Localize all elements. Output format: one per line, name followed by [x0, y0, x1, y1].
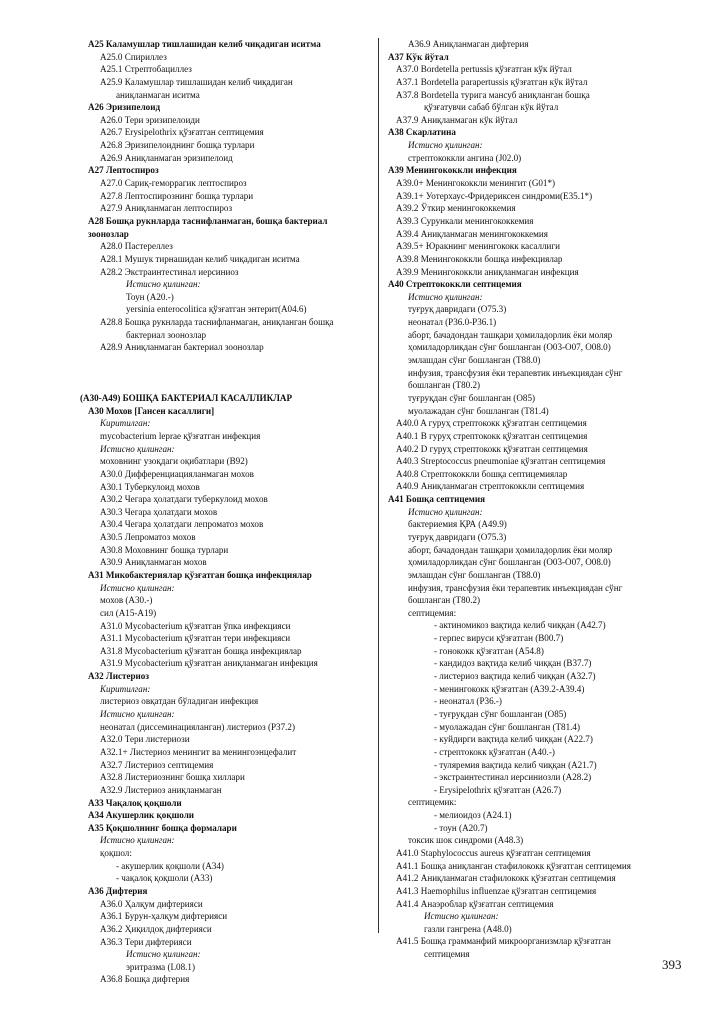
- entry-line: A39.2 Ўткир менингококкемия: [396, 203, 516, 214]
- entry-line: A32.7 Листериоз септицемия: [100, 759, 214, 770]
- entry-line: A30.5 Лепроматоз мохов: [100, 532, 196, 543]
- entry-line: A39.8 Менингококкли бошқа инфекциялар: [396, 253, 563, 264]
- entry-line: Истисно қилинган:: [100, 709, 175, 720]
- entry-line: эритразма (L08.1): [126, 961, 195, 972]
- section-heading: A32 Листериоз: [88, 671, 149, 682]
- entry-line: - гонококк қўзғатган (A54.8): [434, 645, 544, 656]
- entry-line: неонатал (P36.0-P36.1): [408, 317, 497, 328]
- entry-line: ҳомиладорликдан сўнг бошланган (O03-O07, O08.0): [408, 342, 611, 353]
- entry-line: A26.7 Erysipelothrix қўзғатган септицемия: [100, 127, 264, 138]
- entry-line: бактериал зоонозлар: [126, 329, 207, 340]
- entry-line: A27.8 Лептоспирознинг бошқа турлари: [100, 190, 254, 201]
- section-heading: A25 Каламушлар тишлашидан келиб чиқадиган иситма: [88, 39, 321, 49]
- section-heading: (A30-A49) БОШҚА БАКТЕРИАЛ КАСАЛЛИКЛАР: [80, 393, 293, 404]
- entry-line: A41.4 Анаэроблар қўзғатган септицемия: [396, 898, 554, 909]
- entry-line: A28.9 Аниқланмаган бактериал зоонозлар: [100, 342, 264, 353]
- entry-line: A25.0 Спириллез: [100, 51, 167, 62]
- entry-line: A26.9 Аниқланмаган эризипелоид: [100, 152, 233, 163]
- entry-line: A31.9 Mycobacterium қўзғатган аниқланмаган инфекция: [100, 658, 318, 669]
- entry-line: септицемия: [424, 949, 470, 960]
- entry-line: A32.1+ Листериоз менингит ва менингоэнцефалит: [100, 746, 297, 757]
- entry-line: қоқшол:: [100, 848, 132, 859]
- section-heading: A28 Бошқа рукнларда таснифланмаган, бошқа бактериал: [88, 215, 328, 226]
- entry-line: A39.1+ Уотерхаус-Фридериксен синдроми(E35.1*): [396, 190, 593, 201]
- section-heading: A34 Акушерлик қоқшоли: [88, 810, 195, 821]
- entry-line: A37.8 Bordetella турига мансуб аниқланган бошқа: [396, 89, 590, 100]
- entry-line: A40.8 Стрептококкли бошқа септицемиялар: [396, 468, 568, 479]
- entry-line: - неонатал (P36.-): [434, 696, 502, 707]
- section-heading: A35 Қоқшолнинг бошқа формалари: [88, 822, 237, 833]
- entry-line: қўзғатувчи сабаб бўлган кўк йўтал: [424, 102, 559, 113]
- entry-line: A31.8 Mycobacterium қўзғатган бошқа инфекциялар: [100, 645, 302, 656]
- entry-line: A36.1 Бурун-ҳалқум дифтерияси: [100, 911, 228, 922]
- section-heading: A37 Кўк йўтал: [388, 51, 449, 62]
- entry-line: A41.3 Haemophilus influenzae қўзғатган септицемия: [396, 885, 597, 896]
- entry-line: A27.0 Сариқ-геморрагик лептоспироз: [100, 178, 247, 189]
- entry-line: газли гангрена (A48.0): [424, 923, 512, 934]
- entry-line: септицемик:: [408, 797, 457, 808]
- entry-line: A37.1 Bordetella parapertussis қўзғатган кўк йўтал: [396, 76, 588, 87]
- entry-line: mycobacterium leprae қўзғатган инфекция: [100, 430, 261, 441]
- entry-line: стрептококкли ангина (J02.0): [408, 152, 522, 163]
- entry-line: эмлашдан сўнг бошланган (T88.0): [408, 355, 541, 366]
- section-heading: A39 Менингококкли инфекция: [388, 165, 517, 176]
- entry-line: туғруқ давридаги (O75.3): [408, 304, 507, 315]
- entry-line: аборт, бачадондан ташқари ҳомиладорлик ёки моляр: [408, 329, 613, 340]
- entry-line: - листериоз вақтида келиб чиққан (A32.7): [434, 671, 596, 682]
- entry-line: - экстраинтестинал иерсиниозли (A28.2): [434, 772, 592, 783]
- section-heading: A26 Эризипелоид: [88, 102, 161, 113]
- entry-line: Истисно қилинган:: [408, 291, 483, 302]
- entry-line: A36.3 Тери дифтерияси: [100, 936, 192, 947]
- entry-line: бошланган (T80.2): [408, 380, 481, 391]
- entry-line: A32.0 Тери листериози: [100, 734, 190, 745]
- entry-line: инфузия, трансфузия ёки терапевтик инъекциядан сўнг: [408, 367, 623, 378]
- entry-line: - Erysipelothrix қўзғатган (A26.7): [434, 784, 562, 795]
- column-divider: [378, 38, 379, 933]
- entry-line: A26.0 Тери эризипелоиди: [100, 114, 200, 125]
- entry-line: A40.1 B гуруҳ стрептококк қўзғатган септицемия: [396, 430, 588, 441]
- entry-line: моховнинг узоқдаги оқибатлари (B92): [100, 456, 248, 467]
- entry-line: A30.0 Дифференциацияланмаган мохов: [100, 468, 254, 479]
- entry-line: A36.2 Ҳиқилдоқ дифтерияси: [100, 923, 212, 934]
- left-column: [80, 38, 370, 986]
- entry-line: A40.0 A гуруҳ стрептококк қўзғатган септицемия: [396, 418, 587, 429]
- right-column: [388, 38, 700, 961]
- page-number: 393: [662, 957, 682, 972]
- entry-line: A31.0 Mycobacterium қўзғатган ўпка инфекцияси: [100, 620, 291, 631]
- entry-line: Истисно қилинган:: [100, 443, 175, 454]
- section-heading: A30 Мохов [Гансен касаллиги]: [88, 405, 215, 416]
- entry-line: A39.3 Сурункали менингококкемия: [396, 215, 534, 226]
- entry-line: A41.1 Бошқа аниқланган стафилококк қўзғатган септицемия: [396, 860, 631, 871]
- entry-line: A31.1 Mycobacterium қўзғатган тери инфекцияси: [100, 633, 291, 644]
- entry-line: Киритилган:: [100, 418, 151, 429]
- entry-line: A25.9 Каламушлар тишлашидан келиб чиқадиган: [100, 76, 293, 87]
- entry-line: A30.1 Туберкулоид мохов: [100, 481, 200, 492]
- entry-line: - муолажадан сўнг бошланган (T81.4): [434, 721, 581, 732]
- entry-line: A30.2 Чегара ҳолатдаги туберкулоид мохов: [100, 494, 268, 505]
- entry-line: A41.2 Аниқланмаган стафилококк қўзғатган септицемия: [396, 873, 616, 884]
- entry-line: аборт, бачадондан ташқари ҳомиладорлик ёки моляр: [408, 544, 613, 555]
- entry-line: A25.1 Стрептобациллез: [100, 64, 192, 75]
- section-heading: A33 Чақалоқ қоқшоли: [88, 797, 182, 808]
- entry-line: Киритилган:: [100, 683, 151, 694]
- entry-line: A36.0 Ҳалқум дифтерияси: [100, 898, 203, 909]
- entry-line: A36.9 Аниқланмаган дифтерия: [408, 39, 529, 49]
- entry-line: инфузия, трансфузия ёки терапевтик инъекциядан сўнг: [408, 582, 623, 593]
- section-heading: зоонозлар: [88, 228, 129, 239]
- entry-line: A30.8 Моховнинг бошқа турлари: [100, 544, 229, 555]
- entry-line: A40.3 Streptococcus pneumoniae қўзғатган септицемия: [396, 456, 606, 467]
- entry-line: A37.9 Аниқланмаган кўк йўтал: [396, 114, 518, 125]
- entry-line: Истисно қилинган:: [126, 949, 201, 960]
- entry-line: A30.3 Чегара ҳолатдаги мохов: [100, 506, 218, 517]
- entry-line: - менингококк қўзғатган (A39.2-A39.4): [434, 683, 585, 694]
- entry-line: A28.1 Мушук тирнашидан келиб чиқадиган иситма: [100, 253, 300, 264]
- entry-line: - актиномикоз вақтида келиб чиққан (A42.7): [434, 620, 606, 631]
- entry-line: Истисно қилинган:: [408, 506, 483, 517]
- entry-line: A41.5 Бошқа грамманфий микроорганизмлар қўзғатган: [396, 936, 611, 947]
- entry-line: септицемия:: [408, 607, 457, 618]
- entry-line: yersinia enterocolitica қўзғатган энтерит(A04.6): [126, 304, 307, 315]
- section-heading: A27 Лептоспироз: [88, 165, 159, 176]
- entry-line: туғруқдан сўнг бошланган (O85): [408, 392, 536, 403]
- entry-line: A39.4 Аниқланмаган менингококкемия: [396, 228, 548, 239]
- entry-line: - акушерлик қоқшоли (A34): [116, 860, 224, 871]
- entry-line: бошланган (T80.2): [408, 595, 481, 606]
- entry-line: A32.8 Листериознинг бошқа хиллари: [100, 772, 245, 783]
- entry-line: - куйдирги вақтида келиб чиққан (A22.7): [434, 734, 593, 745]
- entry-line: Истисно қилинган:: [100, 582, 175, 593]
- section-heading: A41 Бошқа септицемия: [388, 494, 485, 505]
- entry-line: A32.9 Листериоз аниқланмаган: [100, 784, 222, 795]
- spacer: [80, 354, 370, 392]
- entry-line: - туғруқдан сўнг бошланган (O85): [434, 708, 567, 719]
- entry-line: A39.5+ Юракнинг менингококк касаллиги: [396, 241, 561, 252]
- entry-line: туғруқ давридаги (O75.3): [408, 531, 507, 542]
- entry-line: - кандидоз вақтида келиб чиққан (B37.7): [434, 658, 592, 669]
- entry-line: - герпес вируси қўзғатган (B00.7): [434, 633, 564, 644]
- entry-line: мохов (A30.-): [100, 595, 153, 606]
- entry-line: Истисно қилинган:: [424, 911, 499, 922]
- entry-line: - стрептококк қўзғатган (A40.-): [434, 746, 555, 757]
- entry-line: эмлашдан сўнг бошланган (T88.0): [408, 569, 541, 580]
- section-heading: A36 Дифтерия: [88, 886, 148, 896]
- entry-line: Истисно қилинган:: [408, 140, 483, 151]
- section-heading: A31 Микобактериялар қўзғатган бошқа инфекциялар: [88, 569, 312, 580]
- entry-line: - мелиоидоз (A24.1): [434, 810, 512, 821]
- entry-line: неонатал (диссеминацияланган) листериоз (P37.2): [100, 721, 295, 732]
- entry-line: A41.0 Staphylococcus aureus қўзғатган септицемия: [396, 848, 591, 858]
- entry-line: A28.2 Экстраинтестинал иерсиниоз: [100, 266, 239, 277]
- entry-line: A28.8 Бошқа рукнларда таснифланмаган, аниқланган бошқа: [100, 317, 334, 328]
- entry-line: Истисно қилинган:: [126, 279, 201, 290]
- entry-line: A30.4 Чегара ҳолатдаги лепроматоз мохов: [100, 519, 264, 530]
- entry-line: A39.9 Менингококкли аниқланмаган инфекция: [396, 266, 579, 277]
- entry-line: A37.0 Bordetella pertussis қўзғатган кўк йўтал: [396, 64, 572, 75]
- entry-line: листериоз овқатдан бўладиган инфекция: [100, 696, 259, 707]
- entry-line: - туляремия вақтида келиб чиққан (A21.7): [434, 759, 597, 770]
- entry-line: A39.0+ Менингококкли менингит (G01*): [396, 178, 556, 189]
- entry-line: A27.9 Аниқланмаган лептоспироз: [100, 203, 233, 214]
- entry-line: A40.9 Аниқланмаган стрептококкли септицемия: [396, 481, 585, 492]
- entry-line: A26.8 Эризипелоиднинг бошқа турлари: [100, 140, 255, 151]
- entry-line: - чақалоқ қоқшоли (A33): [116, 873, 213, 884]
- entry-line: ҳомиладорликдан сўнг бошланган (O03-O07, O08.0): [408, 557, 611, 568]
- entry-line: Тоун (A20.-): [126, 291, 174, 302]
- entry-line: сил (A15-A19): [100, 607, 157, 618]
- entry-line: Истисно қилинган:: [100, 835, 175, 846]
- entry-line: A28.0 Пастереллез: [100, 241, 173, 252]
- entry-line: A40.2 D гуруҳ стрептококк қўзғатган септицемия: [396, 443, 588, 454]
- entry-line: A36.8 Бошқа дифтерия: [100, 974, 190, 985]
- entry-line: A30.9 Аниқланмаган мохов: [100, 557, 207, 568]
- entry-line: токсик шок синдроми (A48.3): [408, 835, 524, 846]
- section-heading: A40 Стрептококкли септицемия: [388, 279, 522, 290]
- entry-line: - тоун (A20.7): [434, 822, 488, 833]
- entry-line: бактериемия ҚРА (A49.9): [408, 519, 507, 530]
- entry-line: муолажадан сўнг бошланган (T81.4): [408, 405, 549, 416]
- entry-line: аниқланмаган иситма: [116, 89, 200, 100]
- section-heading: A38 Скарлатина: [388, 127, 456, 138]
